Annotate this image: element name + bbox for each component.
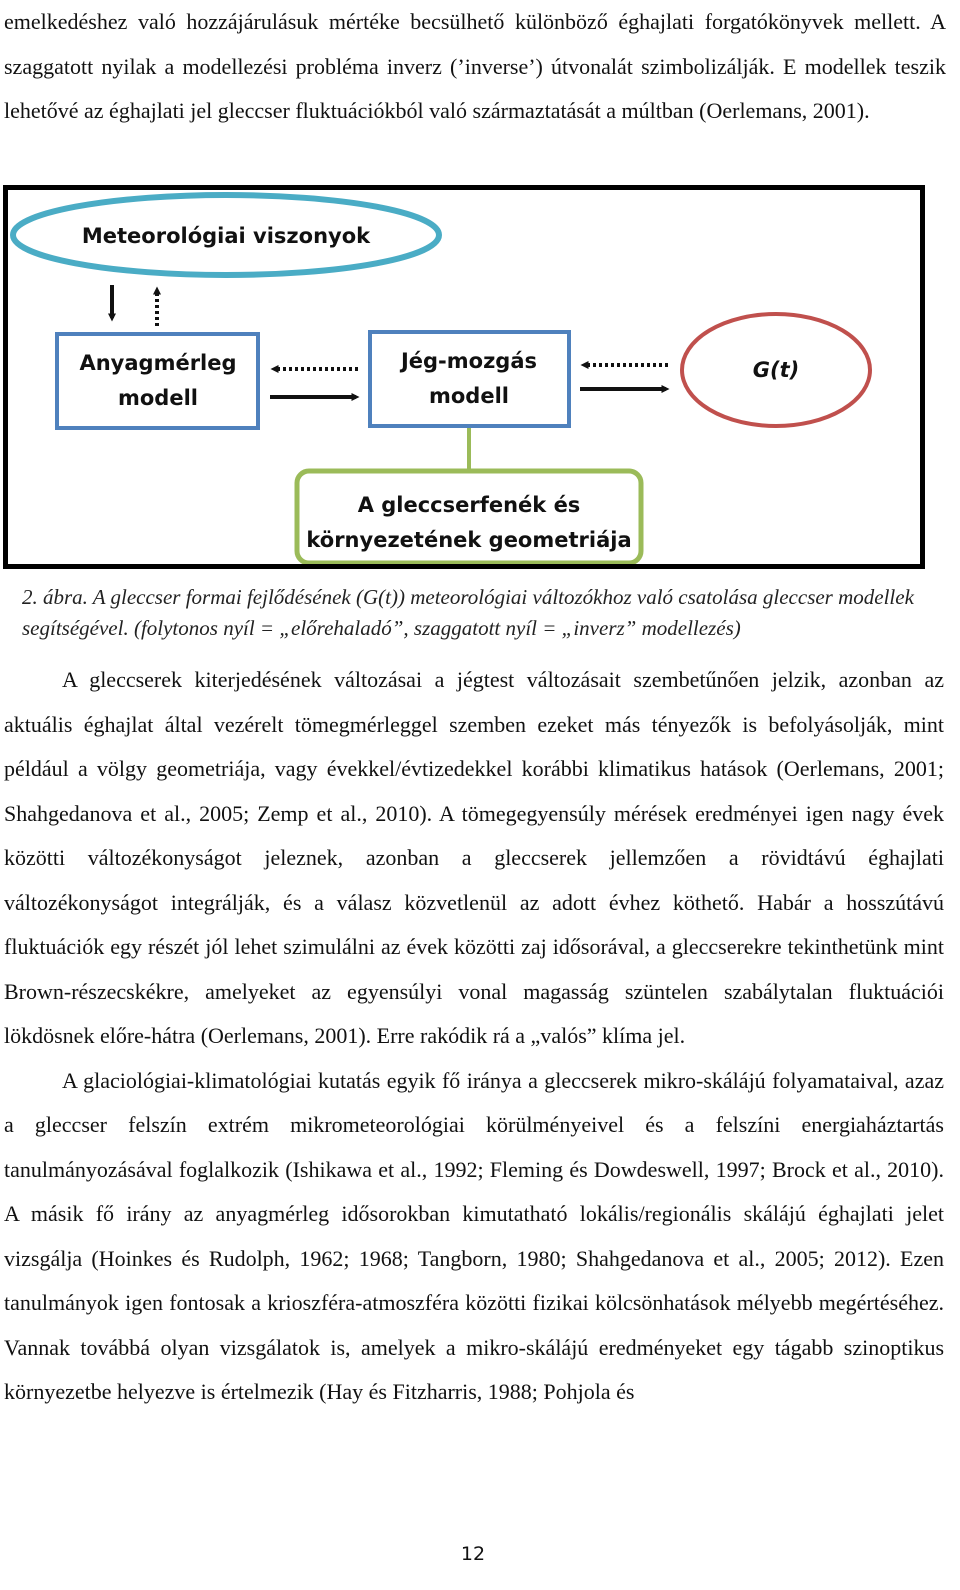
meteo-label: Meteorológiai viszonyok bbox=[81, 224, 371, 248]
diagram-canvas bbox=[8, 190, 920, 564]
figure-diagram bbox=[3, 185, 925, 569]
caption-text: 2. ábra. A gleccser formai fejlődésének (G(t)) meteorológiai változókhoz való csatolása gleccser modellek segítségével. (folytonos nyíl = „előrehaladó”, szaggatott nyíl = „inverz” modellezés) bbox=[22, 585, 914, 640]
ice-flow-label-2: modell bbox=[429, 384, 509, 408]
intro-text: emelkedéshez való hozzájárulásuk mértéke becsülhető különböző éghajlati forgatókönyvek mellett. A szaggatott nyilak a modellezési probléma inverz (’inverse’) útvonalát szimbolizálják. E modellek teszik lehetővé az éghajlati jel gleccser fluktuációkból való származtatását a múltban (Oerlemans, 2001). bbox=[4, 9, 946, 123]
mass-balance-box bbox=[57, 334, 258, 428]
gt-label: G(t) bbox=[752, 358, 800, 382]
paragraph-1: A gleccserek kiterjedésének változásai a jégtest változásait szembetűnően jelzik, azonban az aktuális éghajlat által vezérelt tömegmérleggel szemben ezeket más tényezők is befolyásolják, mint például a völgy geometriája, vagy évekkel/évtizedekkel korábbi klimatikus hatások (Oerlemans, 2001; Shahgedanova et al., 2005; Zemp et al., 2010). A tömegegyensúly mérések eredményei igen nagy évek közötti változékonyságot jeleznek, azonban a gleccserek jellemzően a rövidtávú éghajlati változékonyságot integrálják, és a válasz közvetlenül az adott évhez köthető. Habár a hosszútávú fluktuációk egy részét jól lehet szimulálni az évek közötti zaj idősorával, a gleccserekre tekinthetünk mint Brown-részecskékre, amelyeket az egyensúlyi vonal magasság szüntelen szabálytalan fluktuációi lökdösnek előre-hátra (Oerlemans, 2001). Erre rakódik rá a „valós” klíma jel. bbox=[4, 667, 944, 1048]
geometry-label-2: környezetének geometriája bbox=[306, 528, 632, 552]
ice-flow-label-1: Jég-mozgás bbox=[400, 349, 538, 373]
figure-caption bbox=[22, 582, 932, 644]
ice-flow-box bbox=[370, 332, 569, 426]
paragraph-2: A glaciológiai-klimatológiai kutatás egyik fő iránya a gleccserek mikro-skálájú folyamataival, azaz a gleccser felszín extrém mikrometeorológiai körülményeivel és a felszíni energiaháztartás tanulmányozásával foglalkozik (Ishikawa et al., 1992; Fleming és Dowdeswell, 1997; Brock et al., 2010). A másik fő irány az anyagmérleg idősorokban kimutatható lokális/regionális skálájú éghajlati jelet vizsgálja (Hoinkes és Rudolph, 1962; 1968; Tangborn, 1980; Shahgedanova et al., 2005; 2012). Ezen tanulmányok igen fontosak a krioszféra-atmoszféra közötti fizikai kölcsönhatások mélyebb megértéséhez. Vannak továbbá olyan vizsgálatok is, amelyek a mikro-skálájú eredményeket egy tágabb szinoptikus környezetbe helyezve is értelmezik (Hay és Fitzharris, 1988; Pohjola és bbox=[4, 1067, 944, 1404]
geometry-label-1: A gleccserfenék és bbox=[357, 493, 581, 517]
mass-balance-label-2: modell bbox=[118, 386, 198, 410]
page-number: 12 bbox=[460, 1543, 486, 1565]
intro-paragraph bbox=[4, 0, 946, 134]
body-text bbox=[4, 658, 944, 1415]
mass-balance-label-1: Anyagmérleg bbox=[79, 351, 237, 375]
